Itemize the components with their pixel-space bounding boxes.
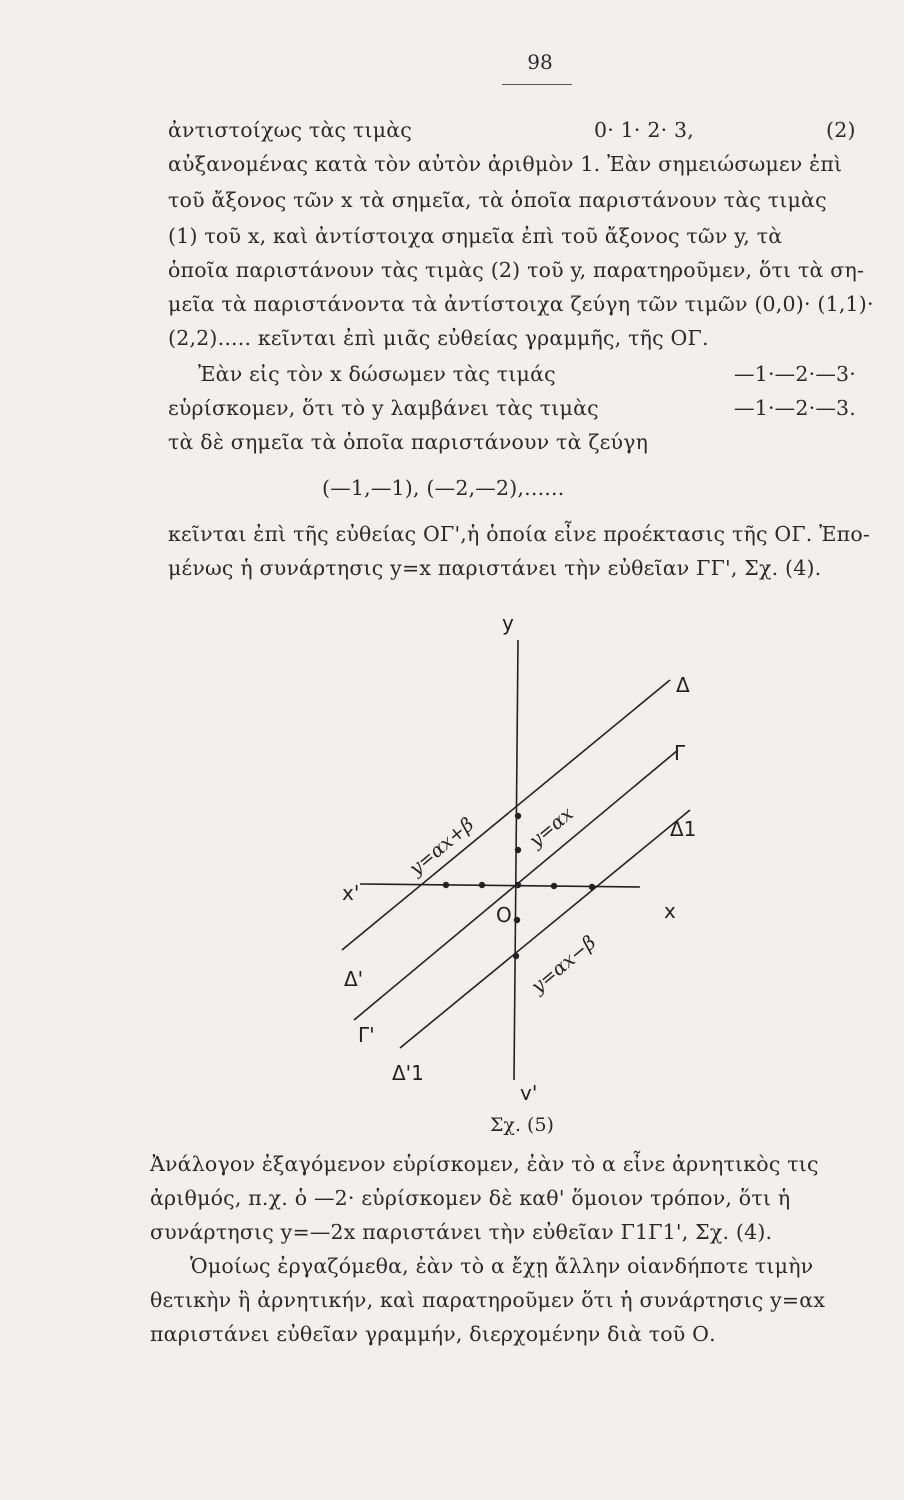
text-line: τὰ δὲ σημεῖα τὰ ὁποῖα παριστάνουν τὰ ζεύγη xyxy=(168,430,649,454)
value-list: 0· 1· 2· 3, xyxy=(594,118,694,142)
point xyxy=(515,813,521,819)
text-line: ὁποῖα παριστάνουν τὰς τιμὰς (2) τοῦ y, παρατηροῦμεν, ὅτι τὰ ση- xyxy=(168,258,865,282)
text-line: θετικὴν ἢ ἀρνητικήν, καὶ παρατηροῦμεν ὅτι ἡ συνάρτησις y=αx xyxy=(150,1288,826,1312)
page-number: 98 xyxy=(527,50,553,74)
equation-lower: y=αx−β xyxy=(527,931,601,998)
value-list: —1·—2·—3· xyxy=(734,362,856,386)
label-x-prime: x' xyxy=(342,881,360,905)
text-line: κεῖνται ἐπὶ τῆς εὐθείας ΟΓ',ἡ ὁποία εἶνε προέκτασις τῆς ΟΓ. Ἑπο- xyxy=(168,522,871,546)
point xyxy=(589,884,595,890)
label-x: x xyxy=(664,899,676,923)
text-line: ἀντιστοίχως τὰς τιμὰς xyxy=(168,118,412,142)
text-line: (—1,—1), (—2,—2),...... xyxy=(322,476,565,500)
label-delta1-prime: Δ'1 xyxy=(392,1061,424,1085)
label-delta1: Δ1 xyxy=(670,817,697,841)
point xyxy=(443,882,449,888)
label-delta: Δ xyxy=(676,673,690,697)
point xyxy=(479,882,485,888)
page-number-rule xyxy=(502,84,572,85)
point xyxy=(515,847,521,853)
point xyxy=(514,917,520,923)
figure-caption: Σχ. (5) xyxy=(490,1114,554,1136)
point xyxy=(513,953,519,959)
label-gamma: Γ xyxy=(674,741,686,765)
text-line: ἀριθμός, π.χ. ὁ —2· εὑρίσκομεν δὲ καθ' ὅμοιον τρόπον, ὅτι ἡ xyxy=(150,1186,791,1210)
label-delta-prime: Δ' xyxy=(344,967,364,991)
text-line: μένως ἡ συνάρτησις y=x παριστάνει τὴν εὐθεῖαν ΓΓ', Σχ. (4). xyxy=(168,556,822,580)
equation-middle: y=αx xyxy=(525,802,578,852)
text-line: εὑρίσκομεν, ὅτι τὸ y λαμβάνει τὰς τιμὰς xyxy=(168,396,599,420)
text-line: Ὁμοίως ἐργαζόμεθα, ἐὰν τὸ α ἔχῃ ἄλλην οἱανδήποτε τιμὴν xyxy=(190,1254,814,1278)
value-list: —1·—2·—3. xyxy=(734,396,856,420)
figure-diagram xyxy=(330,600,710,1100)
text-line: (2,2)..... κεῖνται ἐπὶ μιᾶς εὐθείας γραμμῆς, τῆς ΟΓ. xyxy=(168,326,709,350)
equation-number: (2) xyxy=(826,118,856,142)
label-gamma-prime: Γ' xyxy=(358,1023,375,1047)
y-axis xyxy=(514,640,518,1080)
label-origin: O xyxy=(496,903,512,927)
text-line: παριστάνει εὐθεῖαν γραμμήν, διερχομένην διὰ τοῦ Ο. xyxy=(150,1322,716,1346)
figure xyxy=(330,600,710,1100)
text-line: (1) τοῦ x, καὶ ἀντίστοιχα σημεῖα ἐπὶ τοῦ ἄξονος τῶν y, τὰ xyxy=(168,224,783,248)
text-line: συνάρτησις y=—2x παριστάνει τὴν εὐθεῖαν Γ1Γ1', Σχ. (4). xyxy=(150,1220,773,1244)
text-line: Ἐὰν εἰς τὸν x δώσωμεν τὰς τιμάς xyxy=(198,362,556,386)
text-line: Ἀνάλογον ἐξαγόμενον εὑρίσκομεν, ἐὰν τὸ α εἶνε ἀρνητικὸς τις xyxy=(150,1152,819,1176)
text-line: τοῦ ἄξονος τῶν x τὰ σημεῖα, τὰ ὁποῖα παριστάνουν τὰς τιμὰς xyxy=(168,188,827,212)
text-line: αὐξανομένας κατὰ τὸν αὐτὸν ἀριθμὸν 1. Ἐὰν σημειώσωμεν ἐπὶ xyxy=(168,152,843,176)
text-line: μεῖα τὰ παριστάνοντα τὰ ἀντίστοιχα ζεύγη τῶν τιμῶν (0,0)· (1,1)· xyxy=(168,292,874,316)
label-y: y xyxy=(502,611,514,635)
point xyxy=(515,882,521,888)
point xyxy=(551,883,557,889)
equation-upper: y=αx+β xyxy=(405,813,479,880)
label-y-prime: y' xyxy=(520,1081,538,1100)
